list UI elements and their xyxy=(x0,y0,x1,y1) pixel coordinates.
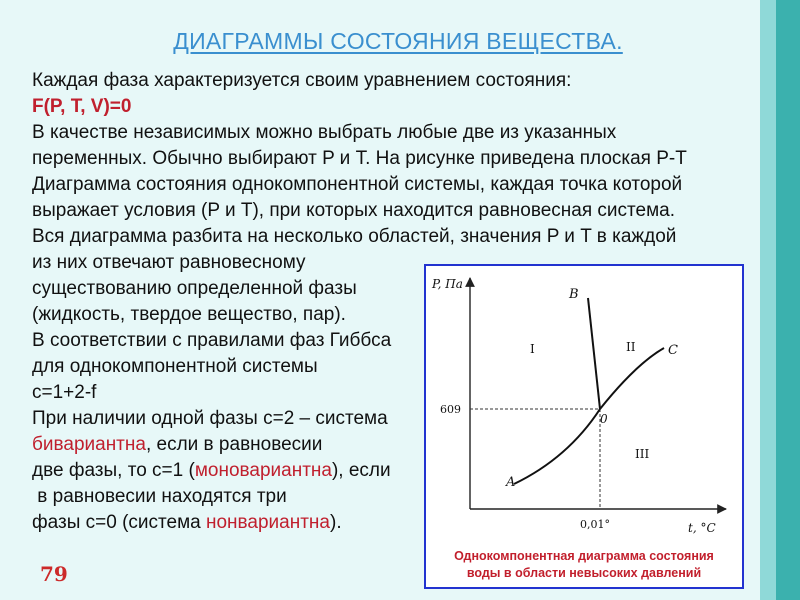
text-line-8: из них отвечают равновесному xyxy=(32,252,306,273)
gibbs-formula: c=1+2-f xyxy=(32,382,97,403)
pressure-tick-label: 609 xyxy=(440,403,461,416)
text-line-7: Вся диаграмма разбита на несколько областей, значения P и T в каждой xyxy=(32,226,677,247)
text-line-12: для однокомпонентной системы xyxy=(32,356,318,377)
phase-diagram-svg xyxy=(426,266,742,587)
text-line-10: (жидкость, твердое вещество, пар). xyxy=(32,304,346,325)
caption-line-2: воды в области невысоких давлений xyxy=(466,566,702,580)
text-line-16 xyxy=(32,458,391,484)
text-line-18-a: фазы c=0 (система xyxy=(32,512,206,533)
text-line-18 xyxy=(32,510,342,536)
page-number: 79 xyxy=(40,562,68,586)
caption-line-1: Однокомпонентная диаграмма состояния xyxy=(454,549,714,563)
side-decoration-bar xyxy=(776,0,800,600)
text-line-16-a: две фазы, то c=1 ( xyxy=(32,460,195,481)
temperature-tick-label: 0,01° xyxy=(580,518,610,531)
point-a-label: A xyxy=(506,475,516,490)
text-line-16-b: ), если xyxy=(331,460,391,481)
text-line-9: существованию определенной фазы xyxy=(32,278,357,299)
text-line-6: выражает условия (P и T), при которых находится равновесная система. xyxy=(32,200,675,221)
region-iii-label: III xyxy=(635,447,650,461)
text-line-11: В соответствии с правилами фаз Гиббса xyxy=(32,330,392,351)
melting-curve-0B xyxy=(588,298,600,409)
term-monovariant: моновариантна xyxy=(194,460,332,481)
point-c-label: C xyxy=(668,343,678,358)
region-ii-label: II xyxy=(626,340,636,354)
text-line-1: Каждая фаза характеризуется своим уравнением состояния: xyxy=(32,70,572,91)
text-line-14: При наличии одной фазы c=2 – система xyxy=(32,408,388,429)
term-bivariant: бивариантна xyxy=(32,434,146,455)
vaporization-curve-0C xyxy=(600,348,664,409)
text-line-4: переменных. Обычно выбирают P и T. На рисунке приведена плоская P-T xyxy=(32,148,687,169)
point-b-label: B xyxy=(569,287,579,302)
sublimation-curve-0A xyxy=(514,409,600,484)
text-line-17: в равновесии находятся три xyxy=(32,486,287,507)
y-axis-label: P, Па xyxy=(432,277,463,291)
triple-point-label: 0 xyxy=(600,412,608,426)
text-line-5: Диаграмма состояния однокомпонентной системы, каждая точка которой xyxy=(32,174,683,195)
text-line-15-rest: , если в равновесии xyxy=(145,434,323,455)
region-i-label: I xyxy=(530,342,535,356)
side-decoration-light xyxy=(760,0,776,600)
x-axis-label: t, °C xyxy=(688,521,716,535)
phase-diagram-figure xyxy=(424,264,744,589)
slide-title: ДИАГРАММЫ СОСТОЯНИЯ ВЕЩЕСТВА. xyxy=(173,28,623,54)
text-line-15 xyxy=(32,432,322,458)
figure-caption xyxy=(426,548,742,582)
state-equation: F(P, T, V)=0 xyxy=(32,96,132,117)
term-nonvariant: нонвариантна xyxy=(205,512,330,533)
text-line-18-b: ). xyxy=(330,512,342,533)
text-line-3: В качестве независимых можно выбрать любые две из указанных xyxy=(32,122,617,143)
